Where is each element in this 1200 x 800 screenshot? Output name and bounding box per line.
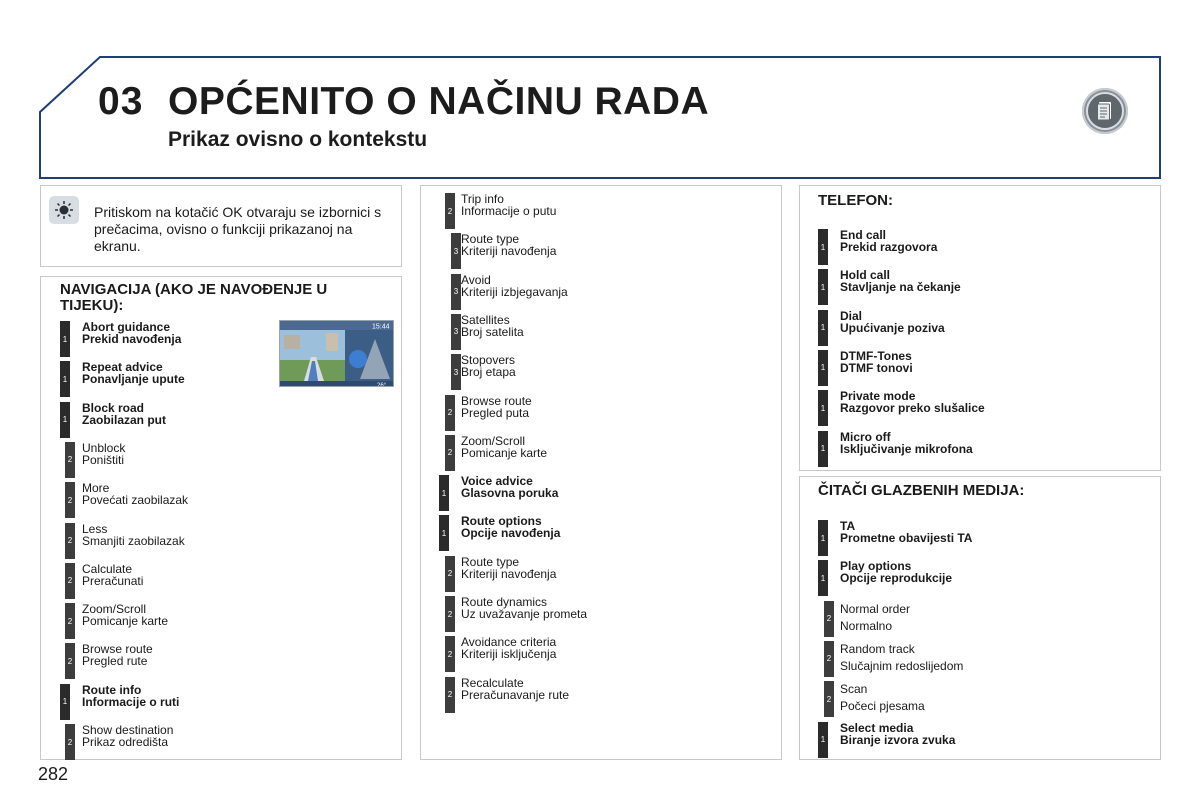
menu-item-label: End call [840,228,887,242]
menu-item-label: Scan [840,682,868,697]
menu-level-badge: 2 [65,563,75,599]
menu-level-badge: 2 [445,556,455,592]
menu-level-badge: 1 [818,350,828,386]
menu-item-translation: Broj satelita [461,324,524,339]
menu-level-badge: 1 [60,321,70,357]
menu-item-label: Unblock [82,440,126,455]
menu-item-label: Show destination [82,723,174,737]
menu-item-label: Stopovers [461,353,516,368]
menu-item-label: Recalculate [461,675,524,690]
menu-item-label: Voice advice [461,474,533,489]
menu-level-badge: 1 [439,475,449,511]
menu-level-badge: 2 [65,482,75,518]
menu-item-translation: Smanjiti zaobilazak [82,533,185,548]
menu-item-translation: Pomicanje karte [461,445,548,460]
menu-level-badge: 2 [445,677,455,713]
menu-item-translation: Poništiti [82,452,125,467]
menu-level-badge: 1 [818,722,828,758]
menu-item-translation: Preračunavanje rute [461,687,570,702]
menu-item-translation: Prekid razgovora [840,240,938,254]
menu-level-badge: 2 [65,603,75,639]
menu-level-badge: 3 [451,354,461,390]
menu-item-translation: Uz uvažavanje prometa [461,607,588,621]
menu-item-label: Avoid [461,272,491,287]
menu-level-badge: 2 [65,442,75,478]
menu-item-label: Block road [82,400,145,415]
menu-item-translation: Zaobilazan put [82,412,166,427]
menu-item-label: Zoom/Scroll [82,602,147,617]
menu-item-translation: Razgovor preko slušalice [840,401,985,416]
menu-level-badge: 2 [445,193,455,229]
manual-book-icon [1082,88,1128,134]
menu-level-badge: 1 [818,310,828,346]
screen-time: 15:44 [372,323,390,331]
intro-panel [40,185,402,267]
menu-item-translation: Povećati zaobilazak [82,493,189,508]
menu-item-translation: Upućivanje poziva [840,320,945,335]
menu-item-label: Random track [840,641,915,656]
menu-level-badge: 3 [451,233,461,269]
menu-level-badge: 2 [824,641,834,677]
menu-item-label: Abort guidance [82,320,171,334]
menu-level-badge: 2 [65,724,75,760]
menu-item-translation: Pomicanje karte [82,614,169,629]
media-title: ČITAČI GLAZBENIH MEDIJA: [818,482,1025,499]
menu-level-badge: 1 [60,684,70,720]
menu-item-label: Zoom/Scroll [461,433,526,448]
menu-item-label: Micro off [840,429,891,444]
menu-item-label: Route dynamics [461,595,548,609]
menu-item-translation: Pregled rute [82,654,148,669]
navigation-screen-image [279,320,394,387]
menu-item-label: Route type [461,232,520,247]
menu-item-translation: Normalno [840,618,893,633]
ok-dial-icon [49,196,79,224]
menu-level-badge: 1 [60,361,70,397]
menu-item-translation: DTMF tonovi [840,360,913,375]
menu-level-badge: 1 [60,402,70,438]
menu-item-translation: Broj etapa [461,365,516,380]
menu-item-translation: Isključivanje mikrofona [840,441,973,456]
menu-level-badge: 1 [818,229,828,265]
menu-item-translation: Prekid navođenja [82,332,182,346]
menu-level-badge: 2 [824,601,834,637]
menu-level-badge: 1 [818,560,828,596]
menu-item-label: Route options [461,514,542,529]
menu-item-label: Dial [840,308,863,323]
menu-item-translation: Preračunati [82,573,144,588]
intro-text: Pritiskom na kotačić OK otvaraju se izbornici s prečacima, ovisno o funkciji prikazanoj na ekranu. [94,204,382,254]
menu-item-translation: Informacije o putu [461,204,557,218]
menu-item-label: Less [82,521,108,536]
menu-item-translation: Slučajnim redoslijedom [840,658,964,673]
menu-item-label: Trip info [461,192,504,206]
menu-item-label: More [82,481,110,496]
menu-level-badge: 2 [445,435,455,471]
menu-item-label: Repeat advice [82,360,163,375]
menu-item-translation: Kriteriji izbjegavanja [461,284,568,299]
page-title: OPĆENITO O NAČINU RADA [168,80,710,123]
menu-item-label: Browse route [461,393,532,408]
navigation-title: NAVIGACIJA (AKO JE NAVOĐENJE U TIJEKU): [60,281,328,314]
menu-item-translation: Prikaz odredišta [82,735,169,749]
menu-level-badge: 1 [818,431,828,467]
menu-item-translation: Informacije o ruti [82,694,180,709]
menu-item-translation: Opcije reprodukcije [840,571,953,586]
menu-level-badge: 2 [65,643,75,679]
menu-level-badge: 1 [818,269,828,305]
chapter-number: 03 [98,80,144,123]
menu-item-translation: Kriteriji isključenja [461,647,557,662]
menu-level-badge: 3 [451,274,461,310]
menu-level-badge: 2 [65,523,75,559]
menu-level-badge: 2 [824,681,834,717]
menu-item-translation: Kriteriji navođenja [461,566,557,581]
menu-level-badge: 1 [439,515,449,551]
menu-item-translation: Opcije navođenja [461,526,561,541]
menu-level-badge: 3 [451,314,461,350]
menu-item-label: Route info [82,682,142,697]
menu-item-label: Hold call [840,268,891,283]
menu-item-label: Private mode [840,389,916,404]
menu-item-translation: Počeci pjesama [840,699,925,714]
menu-item-label: Select media [840,720,914,735]
screen-temp: 26° [377,383,387,387]
menu-item-translation: Biranje izvora zvuka [840,732,956,747]
telephone-title: TELEFON: [818,192,893,209]
menu-item-translation: Stavljanje na čekanje [840,280,961,295]
menu-level-badge: 2 [445,395,455,431]
menu-level-badge: 2 [445,596,455,632]
page-number: 282 [38,764,69,784]
menu-item-translation: Pregled puta [461,405,530,420]
menu-item-translation: Glasovna poruka [461,486,559,501]
menu-item-translation: Kriteriji navođenja [461,244,557,259]
menu-item-label: Calculate [82,561,133,576]
menu-item-translation: Ponavljanje upute [82,372,185,387]
menu-item-label: Satellites [461,312,510,327]
route-info-panel [420,185,782,760]
menu-level-badge: 1 [818,390,828,426]
menu-item-label: Route type [461,554,520,569]
menu-item-label: Avoidance criteria [461,635,557,650]
menu-level-badge: 1 [818,520,828,556]
menu-item-translation: Prometne obavijesti TA [840,531,973,545]
menu-item-label: TA [840,519,856,533]
menu-level-badge: 2 [445,636,455,672]
menu-item-label: Play options [840,559,912,574]
page-subtitle: Prikaz ovisno o kontekstu [168,128,428,151]
menu-item-label: Browse route [82,642,153,657]
menu-item-label: Normal order [840,601,911,616]
menu-item-label: DTMF-Tones [840,348,912,363]
